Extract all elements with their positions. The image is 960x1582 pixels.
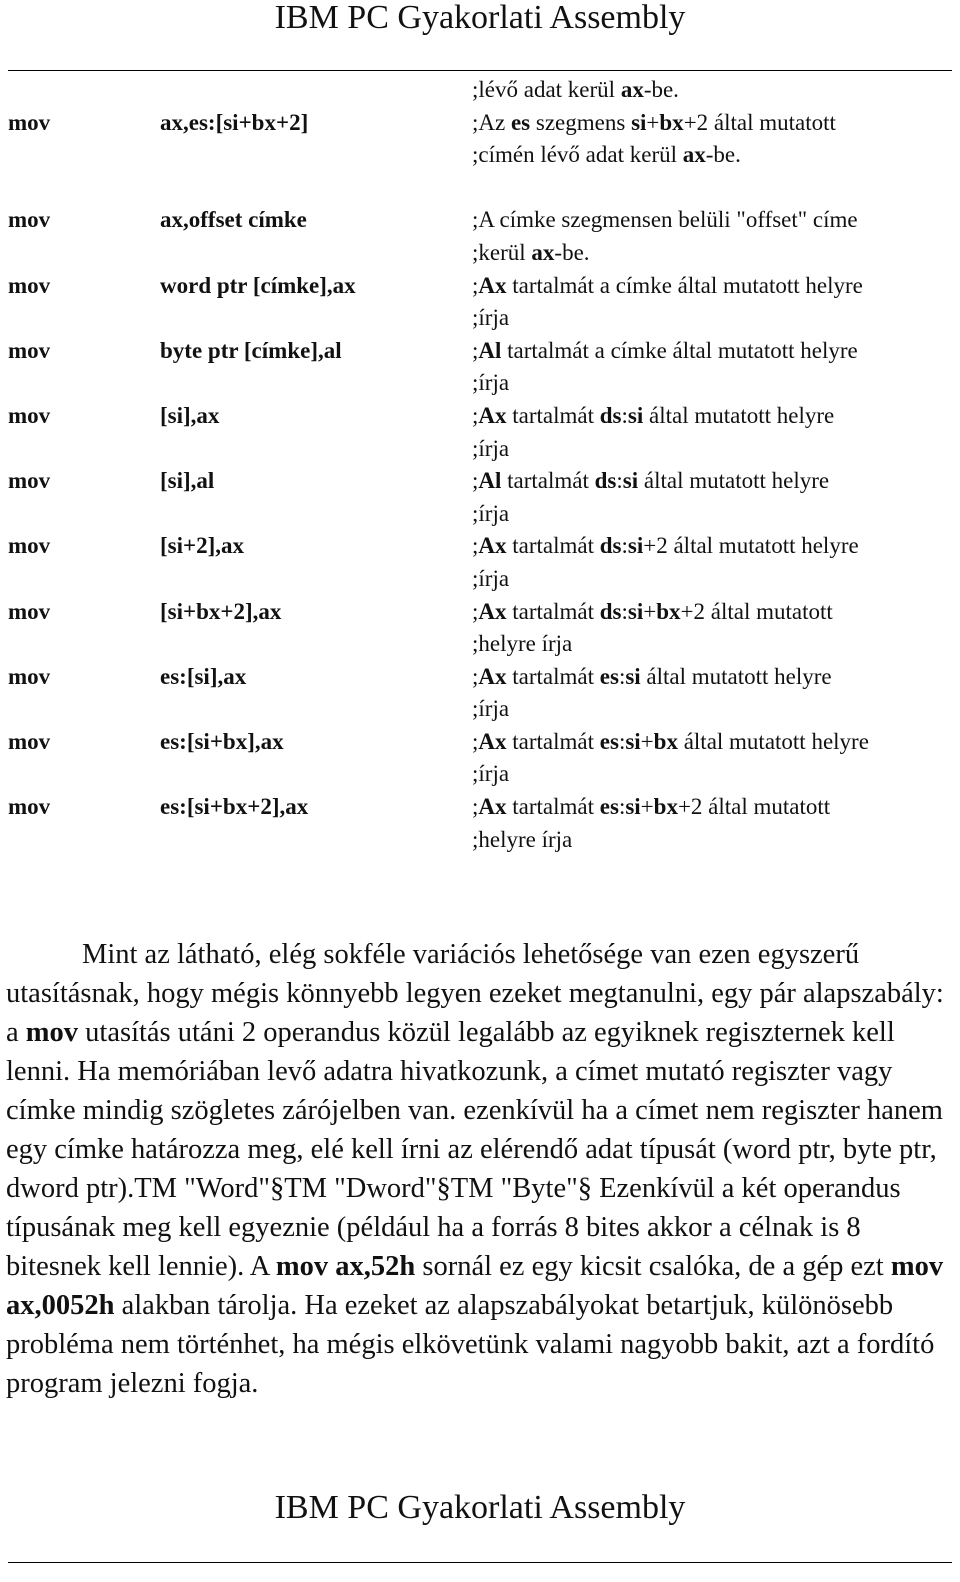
instruction-comment	[472, 563, 509, 596]
comment-text: -be.	[554, 239, 590, 265]
instruction-comment	[472, 628, 572, 661]
instruction-comment	[472, 367, 509, 400]
comment-register: Ax	[478, 533, 507, 559]
comment-text: +	[640, 794, 654, 820]
comment-text: :	[618, 728, 626, 754]
comment-text: tartalmát	[506, 533, 600, 559]
code-line	[0, 335, 960, 368]
code-line	[0, 302, 960, 335]
comment-text: +2 által mutatott	[677, 794, 831, 820]
comment-text: +	[643, 598, 657, 624]
comment-register: Ax	[478, 272, 507, 298]
comment-text: :	[618, 794, 626, 820]
comment-register: ds	[599, 533, 622, 559]
instruction-mnemonic: mov	[8, 272, 51, 298]
comment-text: ;írja	[472, 500, 510, 526]
code-line	[0, 628, 960, 661]
comment-text: ;írja	[472, 696, 510, 722]
instruction-operands: [si],ax	[160, 402, 220, 428]
comment-text: ;helyre írja	[472, 631, 573, 657]
instruction-operands: word ptr [címke],ax	[160, 272, 356, 298]
instruction-comment	[472, 400, 834, 433]
code-line	[0, 367, 960, 400]
comment-register: bx	[653, 728, 678, 754]
comment-register: bx	[659, 109, 684, 135]
page-header-title: IBM PC Gyakorlati Assembly	[274, 0, 686, 36]
code-line	[0, 758, 960, 791]
code-line	[0, 498, 960, 531]
paragraph-text: Mint az látható, elég sokféle variációs lehetősége van ezen egyszerű utasításnak, hogy mégis könnyebb legyen ezeket megtanulni, egy pár alapszabály: a	[6, 939, 944, 1048]
comment-register: es	[599, 663, 619, 689]
comment-text: által mutatott helyre	[677, 728, 869, 754]
comment-register: ax	[620, 77, 644, 102]
comment-text: -be.	[705, 142, 741, 168]
comment-register: Ax	[478, 402, 507, 428]
code-line	[0, 74, 960, 107]
comment-text: tartalmát	[506, 598, 600, 624]
instruction-mnemonic: mov	[8, 109, 51, 135]
comment-text: tartalmát	[501, 468, 595, 494]
code-listing	[0, 74, 960, 856]
comment-register: Ax	[478, 598, 507, 624]
page-footer-title: IBM PC Gyakorlati Assembly	[274, 1489, 686, 1526]
instruction-comment	[472, 237, 590, 270]
comment-text: :	[618, 663, 626, 689]
instruction-operands: ax,es:[si+bx+2]	[160, 109, 309, 135]
instruction-comment	[472, 758, 509, 791]
body-paragraph	[6, 935, 954, 1403]
comment-text: ;írja	[472, 761, 510, 787]
instruction-comment	[472, 302, 509, 335]
comment-register: Ax	[478, 794, 507, 820]
comment-text: ;	[472, 663, 479, 689]
comment-register: si	[627, 598, 644, 624]
comment-register: ax	[531, 239, 555, 265]
instruction-operands: byte ptr [címke],al	[160, 337, 342, 363]
comment-text: :	[616, 468, 623, 494]
comment-text: ;	[472, 533, 479, 559]
instruction-operands: es:[si],ax	[160, 663, 247, 689]
code-line	[0, 465, 960, 498]
comment-text: ;Az	[472, 109, 511, 135]
instruction-operands: es:[si+bx+2],ax	[160, 794, 309, 820]
comment-register: si	[625, 794, 641, 820]
instruction-comment	[472, 530, 859, 563]
comment-text: ;	[472, 337, 479, 363]
comment-register: es	[510, 109, 531, 135]
code-line	[0, 530, 960, 563]
inline-code: mov	[25, 1017, 79, 1048]
instruction-comment	[472, 335, 858, 368]
comment-text: tartalmát	[506, 728, 600, 754]
instruction-comment	[472, 791, 830, 824]
comment-text: által mutatott helyre	[638, 468, 830, 494]
comment-text: által mutatott helyre	[643, 402, 835, 428]
inline-code: mov ax,52h	[275, 1251, 416, 1282]
comment-text: ;kerül	[472, 239, 532, 265]
comment-text: +	[646, 109, 660, 135]
comment-register: ds	[599, 598, 622, 624]
instruction-comment	[472, 107, 836, 140]
comment-register: si	[625, 663, 641, 689]
comment-text: tartalmát	[506, 794, 600, 820]
code-line	[0, 270, 960, 303]
comment-text: által mutatott helyre	[640, 663, 832, 689]
comment-register: ax	[682, 142, 706, 168]
comment-register: si	[631, 109, 647, 135]
comment-text: szegmens	[530, 109, 632, 135]
code-line	[0, 596, 960, 629]
comment-text: :	[621, 598, 628, 624]
code-line	[0, 204, 960, 237]
comment-text: ;írja	[472, 305, 510, 331]
comment-register: bx	[656, 598, 681, 624]
instruction-comment	[472, 693, 509, 726]
comment-text: -be.	[643, 77, 679, 102]
code-line	[0, 791, 960, 824]
inline-code: mov ax,0052h	[6, 1251, 944, 1321]
instruction-operands: ax,offset címke	[160, 207, 307, 233]
comment-text: :	[621, 402, 628, 428]
comment-text: ;	[472, 598, 479, 624]
comment-text: +2 által mutatott	[680, 598, 833, 624]
code-line	[0, 726, 960, 759]
instruction-mnemonic: mov	[8, 402, 51, 428]
instruction-mnemonic: mov	[8, 337, 51, 363]
instruction-comment	[472, 433, 509, 466]
instruction-comment	[472, 204, 858, 237]
instruction-comment	[472, 270, 863, 303]
instruction-comment	[472, 74, 679, 107]
comment-text: ;	[472, 794, 479, 820]
comment-register: bx	[653, 794, 678, 820]
comment-text: tartalmát	[506, 402, 600, 428]
instruction-mnemonic: mov	[8, 598, 51, 624]
code-line	[0, 563, 960, 596]
comment-text: ;	[472, 272, 479, 298]
code-line	[0, 824, 960, 857]
comment-register: Al	[478, 468, 502, 494]
comment-register: si	[625, 728, 641, 754]
comment-text: ;	[472, 402, 479, 428]
code-line	[0, 237, 960, 270]
comment-text: tartalmát	[506, 663, 600, 689]
instruction-comment	[472, 661, 832, 694]
instruction-comment	[472, 824, 572, 857]
instruction-mnemonic: mov	[8, 468, 51, 494]
comment-text: ;	[472, 468, 479, 494]
comment-text: tartalmát a címke által mutatott helyre	[501, 337, 858, 363]
comment-register: si	[622, 468, 639, 494]
paragraph-text: utasítás utáni 2 operandus közül legalább az egyiknek regiszternek kell lenni. Ha memóriában levő adatra hivatkozunk, a címet mutató regiszter vagy címke mindig szögletes zárójelben van. ezenkívül ha a címet nem regiszter hanem egy címke határozza meg, elé kell írni az elérendő adat típusát (word ptr, byte ptr, dword ptr).TM "Word"§TM "Dword"§TM "Byte"§ Ezenkívül a két operandus típusának meg kell egyeznie (például ha a forrás 8 bites akkor a célnak is 8 bitesnek kell lennie). A	[6, 1017, 943, 1282]
header-rule	[8, 70, 952, 71]
instruction-comment	[472, 465, 829, 498]
comment-register: Ax	[478, 663, 507, 689]
comment-text: ;lévő adat kerül	[472, 77, 621, 102]
footer-rule	[8, 1562, 952, 1563]
code-line	[0, 172, 960, 205]
comment-text: ;írja	[472, 565, 510, 591]
code-line	[0, 400, 960, 433]
instruction-mnemonic: mov	[8, 728, 51, 754]
comment-text: +2 által mutatott helyre	[643, 533, 859, 559]
code-line	[0, 107, 960, 140]
comment-register: es	[599, 794, 619, 820]
instruction-operands: [si],al	[160, 468, 215, 494]
instruction-operands: [si+2],ax	[160, 533, 245, 559]
comment-register: si	[627, 402, 644, 428]
instruction-mnemonic: mov	[8, 207, 51, 233]
comment-register: Ax	[478, 728, 507, 754]
comment-text: ;helyre írja	[472, 826, 573, 852]
code-line	[0, 661, 960, 694]
comment-text: :	[621, 533, 628, 559]
comment-text: +2 által mutatott	[683, 109, 836, 135]
instruction-mnemonic: mov	[8, 533, 51, 559]
comment-register: si	[627, 533, 644, 559]
comment-register: ds	[599, 402, 622, 428]
comment-text: ;	[472, 728, 479, 754]
comment-text: ;A címke szegmensen belüli "offset" címe	[472, 207, 858, 233]
code-line	[0, 139, 960, 172]
instruction-mnemonic: mov	[8, 663, 51, 689]
paragraph-text: sornál ez egy kicsit csalóka, de a gép ezt	[415, 1251, 891, 1282]
instruction-comment	[472, 596, 833, 629]
comment-register: es	[599, 728, 619, 754]
comment-register: Al	[478, 337, 502, 363]
instruction-operands: es:[si+bx],ax	[160, 728, 284, 754]
comment-text: ;írja	[472, 435, 510, 461]
comment-text: ;írja	[472, 370, 510, 396]
comment-text: tartalmát a címke által mutatott helyre	[506, 272, 863, 298]
comment-text: ;címén lévő adat kerül	[472, 142, 683, 168]
instruction-comment	[472, 726, 869, 759]
instruction-operands: [si+bx+2],ax	[160, 598, 282, 624]
instruction-mnemonic: mov	[8, 794, 51, 820]
comment-text: +	[640, 728, 654, 754]
code-line	[0, 433, 960, 466]
comment-register: ds	[594, 468, 617, 494]
code-line	[0, 693, 960, 726]
instruction-comment	[472, 498, 509, 531]
instruction-comment	[472, 139, 741, 172]
paragraph-text: alakban tárolja. Ha ezeket az alapszabályokat betartjuk, különösebb probléma nem történhet, ha mégis elkövetünk valami nagyobb bakit, azt a fordító program jelezni fogja.	[6, 1290, 935, 1399]
